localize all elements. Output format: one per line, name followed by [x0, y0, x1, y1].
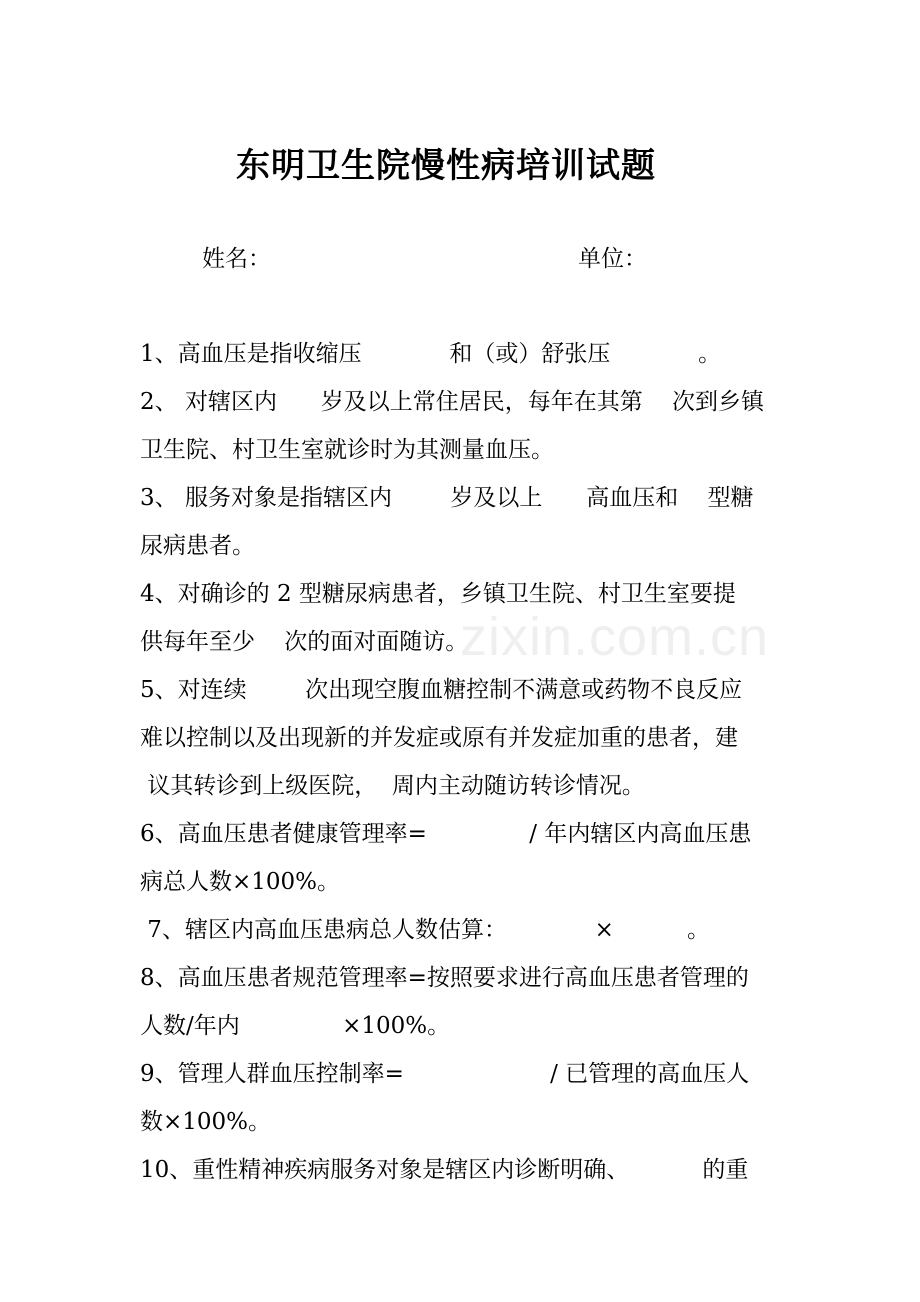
question-line: 8、高血压患者规范管理率=按照要求进行高血压患者管理的 — [140, 965, 749, 991]
question-line: 9、管理人群血压控制率= / 已管理的高血压人 — [140, 1061, 750, 1087]
question-line: 供每年至少 次的面对面随访。 — [140, 629, 469, 655]
watermark: zixin.com.cn — [460, 607, 770, 667]
question-line: 病总人数×100%。 — [140, 869, 341, 895]
question-line: 3、 服务对象是指辖区内 岁及以上 高血压和 型糖 — [140, 485, 754, 511]
question-line: 数×100%。 — [140, 1109, 272, 1135]
question-line: 7、辖区内高血压患病总人数估算： × 。 — [140, 917, 711, 943]
question-line: 5、对连续 次出现空腹血糖控制不满意或药物不良反应 — [140, 677, 743, 703]
question-line: 4、对确诊的 2 型糖尿病患者，乡镇卫生院、村卫生室要提 — [140, 581, 736, 607]
question-line: 人数/年内 ×100%。 — [140, 1013, 451, 1039]
question-line: 难以控制以及出现新的并发症或原有并发症加重的患者，建 — [140, 725, 738, 751]
question-line: 卫生院、村卫生室就诊时为其测量血压。 — [140, 437, 554, 463]
question-line: 10、重性精神疾病服务对象是辖区内诊断明确、 的重 — [140, 1157, 749, 1183]
unit-field-label: 单位： — [578, 246, 647, 272]
page-title: 东明卫生院慢性病培训试题 — [236, 146, 656, 186]
question-line: 2、 对辖区内 岁及以上常住居民，每年在其第 次到乡镇 — [140, 389, 765, 415]
name-field-label: 姓名： — [202, 246, 271, 272]
question-line: 1、高血压是指收缩压 和（或）舒张压 。 — [140, 341, 722, 367]
question-line: 议其转诊到上级医院， 周内主动随访转诊情况。 — [140, 773, 645, 799]
question-line: 尿病患者。 — [140, 533, 255, 559]
question-line: 6、高血压患者健康管理率= / 年内辖区内高血压患 — [140, 821, 752, 847]
